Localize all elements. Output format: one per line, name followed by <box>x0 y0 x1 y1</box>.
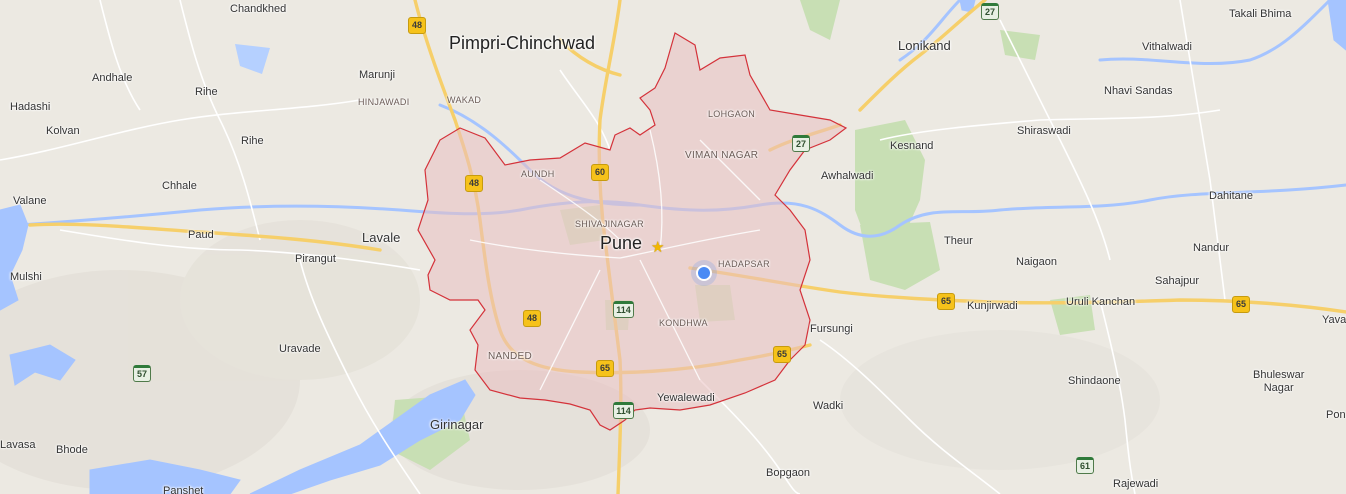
label-vithalwadi: Vithalwadi <box>1142 41 1192 53</box>
label-wadki: Wadki <box>813 400 844 412</box>
label-uravade: Uravade <box>279 343 321 355</box>
pune-city-boundary <box>418 33 846 430</box>
label-shivajinagar: SHIVAJINAGAR <box>575 219 644 229</box>
current-location-marker[interactable] <box>696 265 712 281</box>
label-lohgaon: LOHGAON <box>708 109 756 119</box>
label-lavasa: Lavasa <box>0 439 36 451</box>
label-mulshi: Mulshi <box>10 271 42 283</box>
label-sahajpur: Sahajpur <box>1155 275 1200 287</box>
label-yava: Yava <box>1322 314 1346 326</box>
label-rihe-2: Rihe <box>241 135 264 147</box>
label-marunji: Marunji <box>359 69 396 81</box>
highway-shield-48: 48 <box>465 175 483 192</box>
label-bhuleswar-nagar: Bhuleswar Nagar <box>1253 369 1305 394</box>
highway-shield-65: 65 <box>937 293 955 310</box>
label-rajewadi: Rajewadi <box>1113 478 1159 490</box>
highway-shield-65: 65 <box>596 360 614 377</box>
highway-shield-60: 60 <box>591 164 609 181</box>
highway-shield-27: 27 <box>792 135 810 152</box>
label-chandkhed: Chandkhed <box>230 3 287 15</box>
label-pune: Pune <box>600 233 643 253</box>
city-star-icon: ★ <box>651 239 665 256</box>
label-paud: Paud <box>188 229 214 241</box>
label-bopgaon: Bopgaon <box>766 467 811 479</box>
label-pon: Pon <box>1326 409 1346 421</box>
label-hinjawadi: HINJAWADI <box>358 97 410 107</box>
label-uruli-kanchan: Uruli Kanchan <box>1066 296 1136 308</box>
label-takali-bhima: Takali Bhima <box>1229 8 1292 20</box>
highway-shield-48: 48 <box>523 310 541 327</box>
label-shindaone: Shindaone <box>1068 375 1121 387</box>
label-hadashi: Hadashi <box>10 101 51 113</box>
label-kunjirwadi: Kunjirwadi <box>967 300 1018 312</box>
label-kolvan: Kolvan <box>46 125 80 137</box>
label-fursungi: Fursungi <box>810 323 853 335</box>
highway-shield-27: 27 <box>981 3 999 20</box>
highway-shield-57: 57 <box>133 365 151 382</box>
label-yewalewadi: Yewalewadi <box>657 392 715 404</box>
label-chhale: Chhale <box>162 180 197 192</box>
label-panshet: Panshet <box>163 485 204 494</box>
label-aundh: AUNDH <box>521 169 555 179</box>
label-lavale: Lavale <box>362 230 401 245</box>
label-andhale: Andhale <box>92 72 133 84</box>
label-valane: Valane <box>13 195 47 207</box>
highway-shield-65: 65 <box>773 346 791 363</box>
highway-shield-48: 48 <box>408 17 426 34</box>
label-hadapsar: HADAPSAR <box>718 259 770 269</box>
label-nhavi-sandas: Nhavi Sandas <box>1104 85 1173 97</box>
label-dahitane: Dahitane <box>1209 190 1254 202</box>
label-girinagar: Girinagar <box>430 417 484 432</box>
label-pimpri-chinchwad: Pimpri-Chinchwad <box>449 33 596 53</box>
label-kesnand: Kesnand <box>890 140 934 152</box>
label-shiraswadi: Shiraswadi <box>1017 125 1071 137</box>
highway-shield-61: 61 <box>1076 457 1094 474</box>
label-theur: Theur <box>944 235 973 247</box>
label-kondhwa: KONDHWA <box>659 318 708 328</box>
label-nandur: Nandur <box>1193 242 1230 254</box>
label-wakad: WAKAD <box>447 95 482 105</box>
label-viman-nagar: VIMAN NAGAR <box>685 150 759 161</box>
highway-shield-65: 65 <box>1232 296 1250 313</box>
label-pirangut: Pirangut <box>295 253 336 265</box>
label-rihe-1: Rihe <box>195 86 218 98</box>
highway-shield-114: 114 <box>613 301 634 318</box>
label-lonikand: Lonikand <box>898 38 951 53</box>
highway-shield-114: 114 <box>613 402 634 419</box>
label-bhode: Bhode <box>56 444 88 456</box>
label-nanded: NANDED <box>488 351 533 362</box>
label-awhalwadi: Awhalwadi <box>821 170 874 182</box>
label-naigaon: Naigaon <box>1016 256 1057 268</box>
